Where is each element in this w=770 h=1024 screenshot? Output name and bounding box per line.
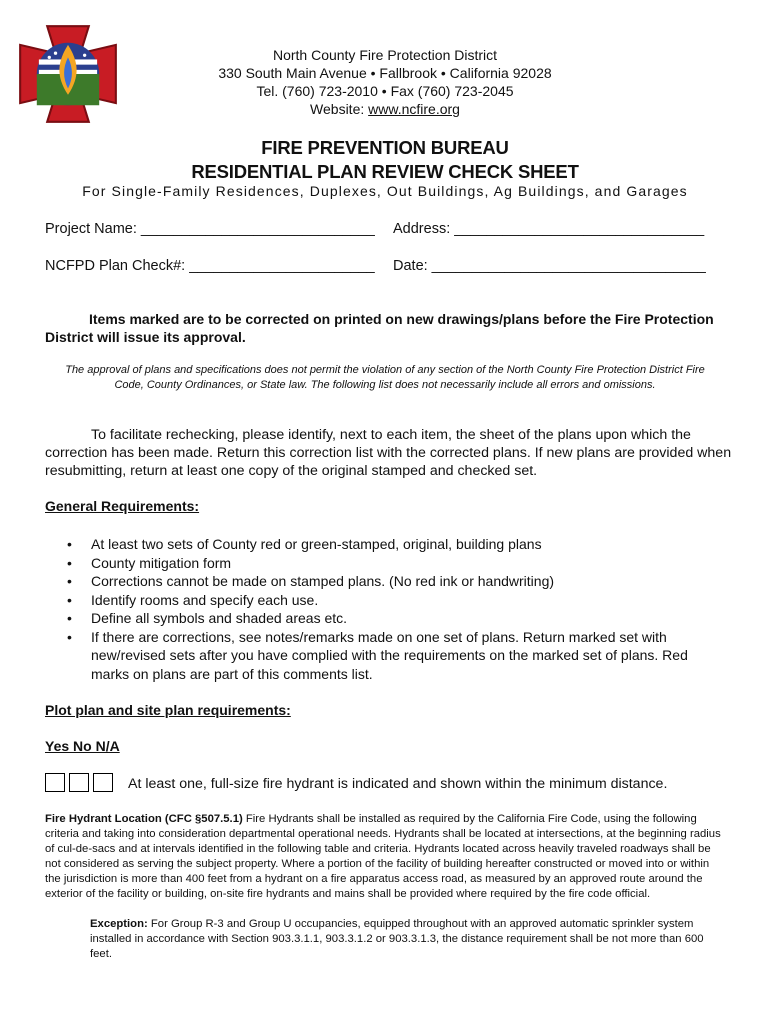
letterhead — [160, 46, 610, 118]
bullet-icon: • — [67, 536, 72, 552]
list-item: • If there are corrections, see notes/remarks made on one set of plans. Return marked set with new/revised sets after you have complied with the requirements on the marked set of plans. Red marks on plans are part of this comments list. — [67, 628, 688, 682]
hydrant-checkboxes — [45, 773, 117, 792]
document-title — [100, 136, 670, 184]
hydrant-item-label: At least one, full-size fire hydrant is indicated and shown within the minimum distance. — [128, 776, 668, 792]
hydrant-location-body: Fire Hydrants shall be installed as required by the California Fire Code, using the following criteria and taking into consideration departmental operational needs. Hydrants shall be located at intersections, at the beginning radius of cul-de-sacs and at intervals identified in the following table and criteria. Hydrants located across heavily traveled roadways shall be not considered as serving the subject property. Where a portion of the facility of building hereafter constructed or moved into or within the jurisdiction is more than 400 feet from a hydrant on a fire apparatus access road, as measured by an approved route around the exterior of the facility or building, on-site fire hydrants and mains shall be provided where required by the fire code official. — [45, 813, 721, 900]
plot-plan-heading: Plot plan and site plan requirements: — [45, 702, 291, 718]
list-item: • At least two sets of County red or green-stamped, original, building plans — [67, 536, 542, 552]
list-item: • Define all symbols and shaded areas etc. — [67, 610, 348, 626]
bullet-icon: • — [67, 610, 72, 626]
bullet-icon: • — [67, 628, 72, 645]
yes-no-na-heading: Yes No N/A — [45, 738, 120, 754]
document-subtitle: For Single-Family Residences, Duplexes, Out Buildings, Ag Buildings, and Garages — [82, 183, 688, 199]
title-line-1: FIRE PREVENTION BUREAU — [261, 137, 509, 158]
general-requirements-heading: General Requirements: — [45, 498, 200, 514]
project-name-field[interactable]: Project Name: _____________________________ — [45, 221, 375, 237]
date-field[interactable]: Date: __________________________________ — [393, 258, 706, 274]
website-label: Website: — [310, 101, 365, 117]
exception-label: Exception: — [90, 918, 148, 930]
org-website — [160, 100, 610, 118]
district-logo — [16, 22, 120, 126]
list-item: • County mitigation form — [67, 554, 232, 571]
na-checkbox[interactable] — [93, 773, 113, 792]
recheck-instructions: To facilitate rechecking, please identify, next to each item, the sheet of the plans upon which the correction has been made. Return this correction list with the corrected plans. If new plans are provided when resubmitting, return at least one copy of the original stamped and checked set. — [45, 427, 732, 479]
org-phone: Tel. (760) 723-2010 • Fax (760) 723-2045 — [256, 83, 514, 99]
exception-text — [90, 917, 725, 962]
bullet-icon: • — [67, 554, 72, 571]
yes-checkbox[interactable] — [45, 773, 65, 792]
general-requirements-list — [45, 535, 725, 683]
list-item: • Corrections cannot be made on stamped plans. (No red ink or handwriting) — [67, 573, 555, 589]
hydrant-location-text — [45, 812, 725, 902]
address-field[interactable]: Address: _______________________________ — [393, 221, 705, 237]
bullet-icon: • — [67, 573, 72, 589]
org-name: North County Fire Protection District — [272, 47, 498, 63]
no-checkbox[interactable] — [69, 773, 89, 792]
website-link[interactable]: www.ncfire.org — [368, 101, 460, 117]
exception-body: For Group R-3 and Group U occupancies, equipped throughout with an approved automatic sprinkler system installed in accordance with Section 903.3.1.1, 903.3.1.2 or 903.3.1.3, the distance requirement shall be not more than 600 feet. — [90, 918, 704, 960]
list-item: • Identify rooms and specify each use. — [67, 591, 319, 608]
org-address: 330 South Main Avenue • Fallbrook • California 92028 — [218, 65, 552, 81]
title-line-2: RESIDENTIAL PLAN REVIEW CHECK SHEET — [191, 161, 579, 182]
bullet-icon: • — [67, 591, 72, 608]
approval-disclaimer: The approval of plans and specifications does not permit the violation of any section of the North County Fire Protection District Fire Code, County Ordinances, or State law. The following list does not necessarily include all errors and omissions. — [65, 364, 705, 391]
hydrant-location-label: Fire Hydrant Location (CFC §507.5.1) — [45, 813, 243, 825]
correction-notice: Items marked are to be corrected on printed on new drawings/plans before the Fire Protection District will issue its approval. — [45, 311, 714, 345]
plan-check-field[interactable]: NCFPD Plan Check#: _______________________ — [45, 258, 375, 274]
